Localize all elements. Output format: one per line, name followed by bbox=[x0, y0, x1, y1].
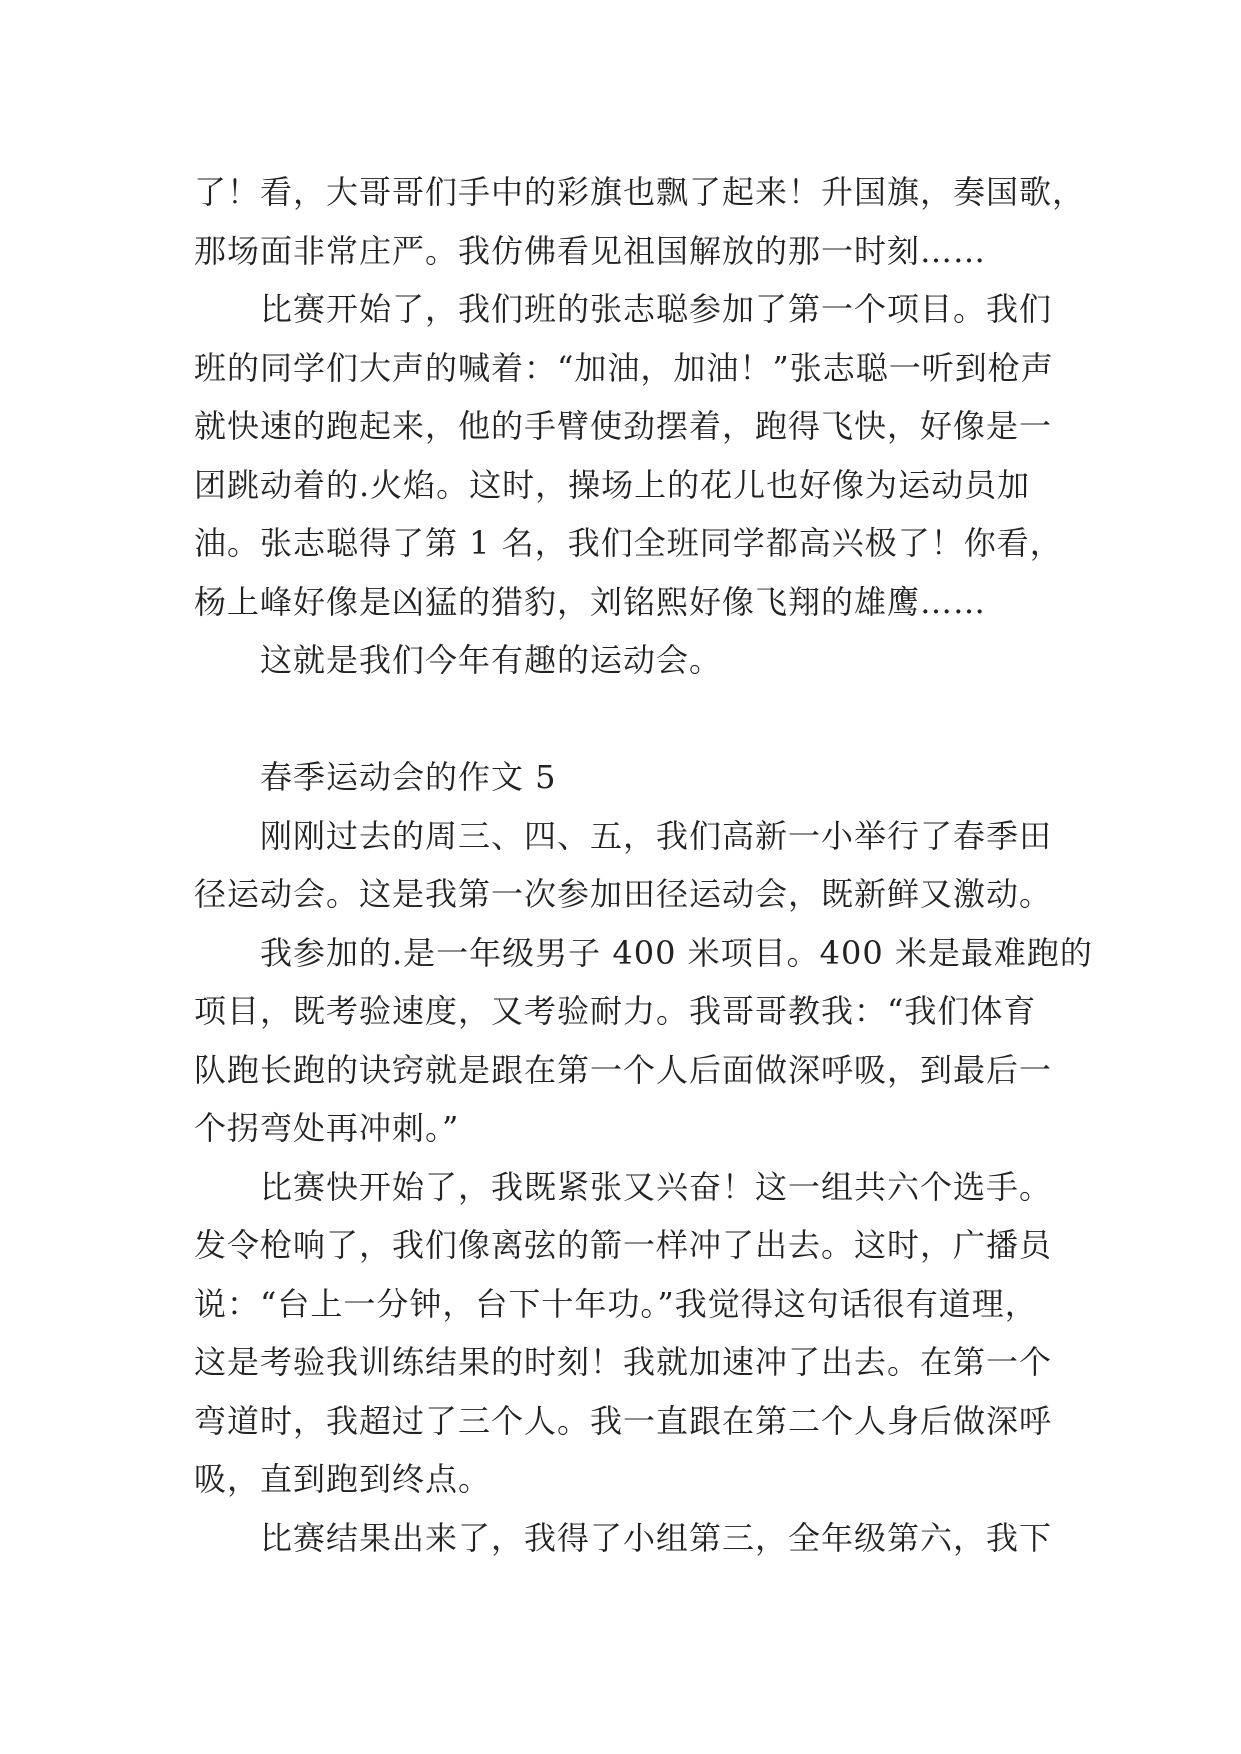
text-line: 刚刚过去的周三、四、五，我们高新一小举行了春季田 bbox=[260, 816, 1053, 855]
essay-title: 春季运动会的作文 5 bbox=[260, 758, 557, 796]
text-line: 队跑长跑的诀窍就是跟在第一个人后面做深呼吸，到最后一 bbox=[194, 1050, 1053, 1089]
text-line: 发令枪响了，我们像离弦的箭一样冲了出去。这时，广播员 bbox=[194, 1226, 1053, 1264]
text-line: 这就是我们今年有趣的运动会。 bbox=[260, 641, 723, 679]
text-line: 这是考验我训练结果的时刻！我就加速冲了出去。在第一个 bbox=[194, 1343, 1053, 1381]
paragraph bbox=[194, 807, 1154, 924]
text-line: 杨上峰好像是凶猛的猎豹，刘铭熙好像飞翔的雄鹰…… bbox=[194, 582, 987, 621]
paragraph bbox=[194, 163, 1154, 280]
text-line: 吸，直到跑到终点。 bbox=[194, 1460, 492, 1498]
paragraph bbox=[194, 1158, 1154, 1509]
text-line: 油。张志聪得了第 1 名，我们全班同学都高兴极了！你看， bbox=[194, 524, 1063, 562]
paragraph bbox=[194, 1509, 1154, 1568]
text-line: 项目，既考验速度，又考验耐力。我哥哥教我：“我们体育 bbox=[194, 992, 1037, 1030]
text-line: 比赛开始了，我们班的张志聪参加了第一个项目。我们 bbox=[260, 290, 1053, 328]
text-line: 个拐弯处再冲刺。” bbox=[194, 1109, 460, 1147]
text-line: 比赛结果出来了，我得了小组第三，全年级第六，我下 bbox=[260, 1518, 1053, 1557]
paragraph bbox=[194, 280, 1154, 631]
text-line: 班的同学们大声的喊着：“加油，加油！”张志聪一听到枪声 bbox=[194, 348, 1054, 387]
text-line: 弯道时，我超过了三个人。我一直跟在第二个人身后做深呼 bbox=[194, 1401, 1053, 1440]
text-line: 我参加的.是一年级男子 400 米项目。400 米是最难跑的 bbox=[260, 933, 1093, 972]
blank-line bbox=[194, 690, 1154, 749]
paragraph bbox=[194, 631, 1154, 690]
text-line: 径运动会。这是我第一次参加田径运动会，既新鲜又激动。 bbox=[194, 875, 1053, 913]
text-line: 就快速的跑起来，他的手臂使劲摆着，跑得飞快，好像是一 bbox=[194, 407, 1053, 445]
paragraph bbox=[194, 924, 1154, 1158]
text-line: 团跳动着的.火焰。这时，操场上的花儿也好像为运动员加 bbox=[194, 465, 1031, 504]
text-line: 那场面非常庄严。我仿佛看见祖国解放的那一时刻…… bbox=[194, 231, 987, 270]
document-body bbox=[194, 163, 1154, 1567]
text-line: 说：“台上一分钟，台下十年功。”我觉得这句话很有道理， bbox=[194, 1284, 1038, 1323]
text-line: 比赛快开始了，我既紧张又兴奋！这一组共六个选手。 bbox=[260, 1167, 1053, 1206]
text-line: 了！看，大哥哥们手中的彩旗也飘了起来！升国旗，奏国歌， bbox=[194, 173, 1086, 211]
